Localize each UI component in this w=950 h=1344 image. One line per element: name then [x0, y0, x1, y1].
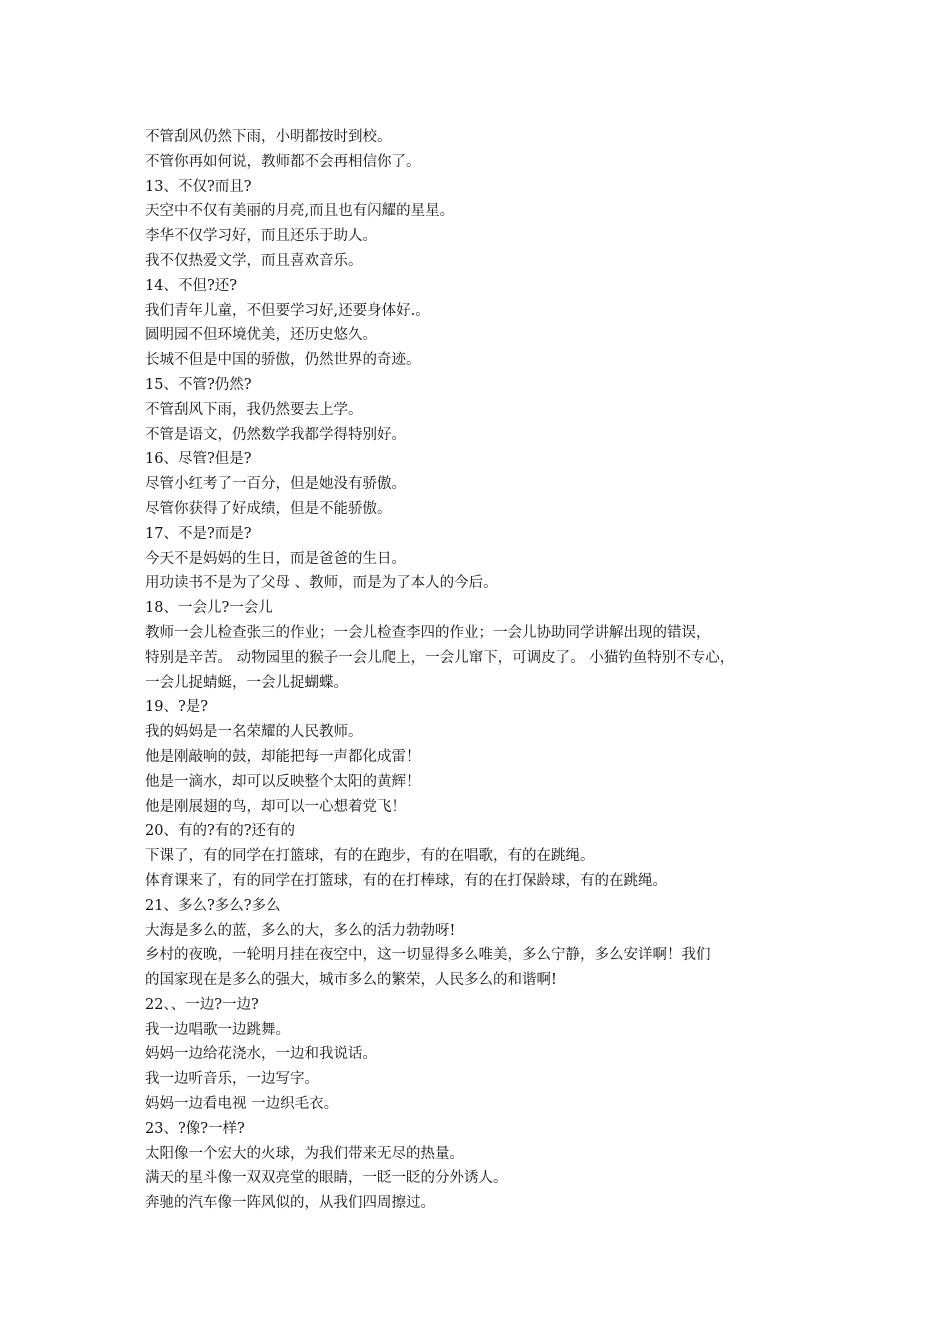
section-heading: 13、不仅?而且?: [145, 178, 252, 195]
text-line: 我不仅热爱文学，而且喜欢音乐。: [145, 252, 363, 269]
text-line: 下课了，有的同学在打篮球，有的在跑步，有的在唱歌，有的在跳绳。: [145, 848, 595, 865]
text-line: 尽管你获得了好成绩，但是不能骄傲。: [145, 500, 392, 517]
section-heading: 14、不但?还?: [145, 277, 237, 294]
text-line: 我一边听音乐，一边写字。: [145, 1071, 319, 1088]
section-heading: 22、、一边?一边?: [145, 996, 259, 1013]
section-heading: 20、有的?有的?还有的: [145, 823, 295, 840]
text-line: 不管刮风下雨，我仍然要去上学。: [145, 401, 363, 418]
text-line: 特别是辛苦。 动物园里的猴子一会儿爬上，一会儿窜下，可调皮了。 小猫钓鱼特别不专心，: [145, 649, 735, 666]
section-heading: 23、?像?一样?: [145, 1120, 245, 1137]
section-heading: 21、多么?多么?多么: [145, 897, 281, 914]
section-heading: 19、?是?: [145, 699, 208, 716]
text-line: 我的妈妈是一名荣耀的人民教师。: [145, 724, 363, 741]
text-line: 满天的星斗像一双双亮堂的眼睛，一眨一眨的分外诱人。: [145, 1170, 508, 1187]
text-line: 乡村的夜晚，一轮明月挂在夜空中，这一切显得多么唯美，多么宁静，多么安详啊！我们: [145, 947, 711, 964]
section-heading: 17、不是?而是?: [145, 525, 252, 542]
text-line: 一会儿捉蜻蜓，一会儿捉蝴蝶。: [145, 674, 348, 691]
text-line: 妈妈一边给花浇水，一边和我说话。: [145, 1046, 377, 1063]
text-line: 教师一会儿检查张三的作业；一会儿检查李四的作业；一会儿协助同学讲解出现的错误，: [145, 624, 711, 641]
text-line: 尽管小红考了一百分，但是她没有骄傲。: [145, 476, 406, 493]
text-line: 他是一滴水，却可以反映整个太阳的黄辉！: [145, 773, 421, 790]
text-line: 奔驰的汽车像一阵风似的，从我们四周擦过。: [145, 1195, 435, 1212]
text-line: 他是刚展翅的鸟，却可以一心想着党飞！: [145, 798, 406, 815]
text-line: 天空中不仅有美丽的月亮,而且也有闪耀的星星。: [145, 203, 455, 220]
text-line: 不管你再如何说，教师都不会再相信你了。: [145, 153, 421, 170]
document-body: [145, 125, 825, 1216]
section-heading: 15、不管?仍然?: [145, 376, 252, 393]
text-line: 长城不但是中国的骄傲，仍然世界的奇迹。: [145, 352, 421, 369]
text-line: 我一边唱歌一边跳舞。: [145, 1021, 290, 1038]
text-line: 妈妈一边看电视 一边织毛衣。: [145, 1096, 339, 1113]
text-line: 不管是语文，仍然数学我都学得特别好。: [145, 426, 406, 443]
text-line: 李华不仅学习好，而且还乐于助人。: [145, 228, 377, 245]
text-line: 他是刚敲响的鼓，却能把每一声都化成雷！: [145, 748, 421, 765]
text-line: 的国家现在是多么的强大，城市多么的繁荣，人民多么的和谐啊!: [145, 972, 557, 989]
text-line: 今天不是妈妈的生日，而是爸爸的生日。: [145, 550, 406, 567]
text-line: 不管刮风仍然下雨，小明都按时到校。: [145, 129, 392, 145]
text-line: 大海是多么的蓝，多么的大，多么的活力勃勃呀!: [145, 922, 456, 939]
text-line: 用功读书不是为了父母 、教师，而是为了本人的今后。: [145, 575, 498, 592]
text-line: 我们青年儿童，不但要学习好,还要身体好.。: [145, 302, 430, 319]
section-heading: 18、一会儿?一会儿: [145, 600, 273, 617]
text-line: 体育课来了，有的同学在打篮球，有的在打棒球，有的在打保龄球，有的在跳绳。: [145, 872, 667, 889]
text-line: 圆明园不但环境优美，还历史悠久。: [145, 327, 377, 344]
text-line: 太阳像一个宏大的火球，为我们带来无尽的热量。: [145, 1145, 464, 1162]
section-heading: 16、尽管?但是?: [145, 451, 252, 468]
